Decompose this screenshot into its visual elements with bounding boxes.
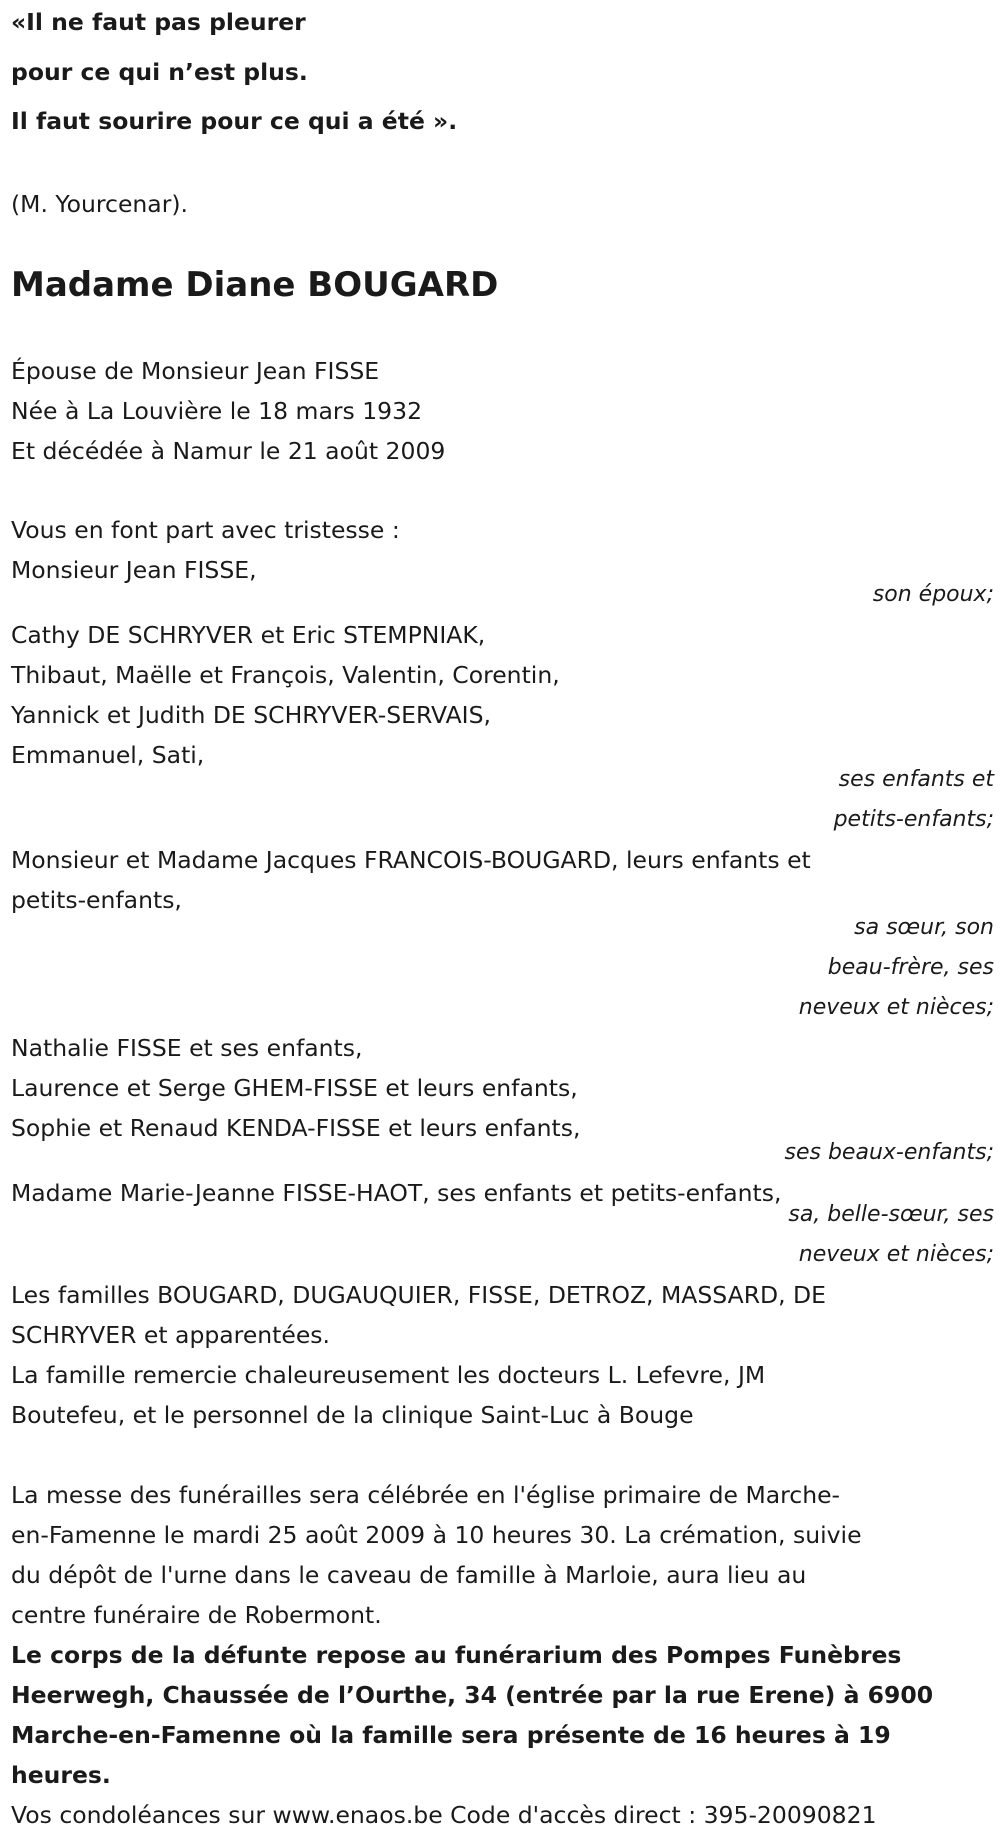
- family-member-line: Thibaut, Maëlle et François, Valentin, Corentin,: [11, 661, 560, 689]
- announcement-intro: Vous en font part avec tristesse :: [11, 516, 400, 544]
- deceased-name: Madame Diane BOUGARD: [11, 265, 499, 305]
- visitation-line: heures.: [11, 1761, 111, 1789]
- relation-label: neveux et nièces;: [798, 1242, 994, 1267]
- visitation-line: Marche-en-Famenne où la famille sera présente de 16 heures à 19: [11, 1721, 891, 1749]
- relation-label: sa, belle-sœur, ses: [788, 1202, 994, 1227]
- relation-label: neveux et nièces;: [798, 995, 994, 1020]
- relation-label: ses beaux-enfants;: [784, 1140, 994, 1165]
- family-member-line: petits-enfants,: [11, 886, 182, 914]
- relation-label: petits-enfants;: [833, 807, 994, 832]
- family-member-line: Monsieur et Madame Jacques FRANCOIS-BOUGARD, leurs enfants et: [11, 846, 811, 874]
- deceased-detail: Et décédée à Namur le 21 août 2009: [11, 437, 446, 465]
- family-member-line: Monsieur Jean FISSE,: [11, 556, 257, 584]
- families-line: Les familles BOUGARD, DUGAUQUIER, FISSE, DETROZ, MASSARD, DE: [11, 1281, 826, 1309]
- deceased-detail: Née à La Louvière le 18 mars 1932: [11, 397, 423, 425]
- condolences-line: Vos condoléances sur www.enaos.be Code d'accès direct : 395-20090821: [11, 1801, 877, 1829]
- thanks-line: La famille remercie chaleureusement les docteurs L. Lefevre, JM: [11, 1361, 766, 1389]
- ceremony-line: centre funéraire de Robermont.: [11, 1601, 382, 1629]
- family-member-line: Emmanuel, Sati,: [11, 741, 205, 769]
- relation-label: beau-frère, ses: [827, 955, 994, 980]
- quote-line: Il faut sourire pour ce qui a été ».: [11, 107, 458, 135]
- ceremony-line: La messe des funérailles sera célébrée en l'église primaire de Marche-: [11, 1481, 841, 1509]
- relation-label: son époux;: [872, 582, 994, 607]
- quote-author: (M. Yourcenar).: [11, 190, 189, 218]
- ceremony-line: du dépôt de l'urne dans le caveau de famille à Marloie, aura lieu au: [11, 1561, 807, 1589]
- family-member-line: Cathy DE SCHRYVER et Eric STEMPNIAK,: [11, 621, 486, 649]
- deceased-detail: Épouse de Monsieur Jean FISSE: [11, 357, 380, 385]
- family-member-line: Nathalie FISSE et ses enfants,: [11, 1034, 363, 1062]
- quote-line: «Il ne faut pas pleurer: [11, 8, 306, 36]
- family-member-line: Sophie et Renaud KENDA-FISSE et leurs enfants,: [11, 1114, 581, 1142]
- relation-label: ses enfants et: [838, 767, 994, 792]
- ceremony-line: en-Famenne le mardi 25 août 2009 à 10 heures 30. La crémation, suivie: [11, 1521, 862, 1549]
- families-line: SCHRYVER et apparentées.: [11, 1321, 331, 1349]
- relation-label: sa sœur, son: [854, 915, 994, 940]
- family-member-line: Laurence et Serge GHEM-FISSE et leurs enfants,: [11, 1074, 578, 1102]
- family-member-line: Madame Marie-Jeanne FISSE-HAOT, ses enfants et petits-enfants,: [11, 1179, 782, 1207]
- family-member-line: Yannick et Judith DE SCHRYVER-SERVAIS,: [11, 701, 491, 729]
- visitation-line: Le corps de la défunte repose au funérarium des Pompes Funèbres: [11, 1641, 902, 1669]
- thanks-line: Boutefeu, et le personnel de la clinique Saint-Luc à Bouge: [11, 1401, 694, 1429]
- visitation-line: Heerwegh, Chaussée de l’Ourthe, 34 (entrée par la rue Erene) à 6900: [11, 1681, 934, 1709]
- quote-line: pour ce qui n’est plus.: [11, 58, 308, 86]
